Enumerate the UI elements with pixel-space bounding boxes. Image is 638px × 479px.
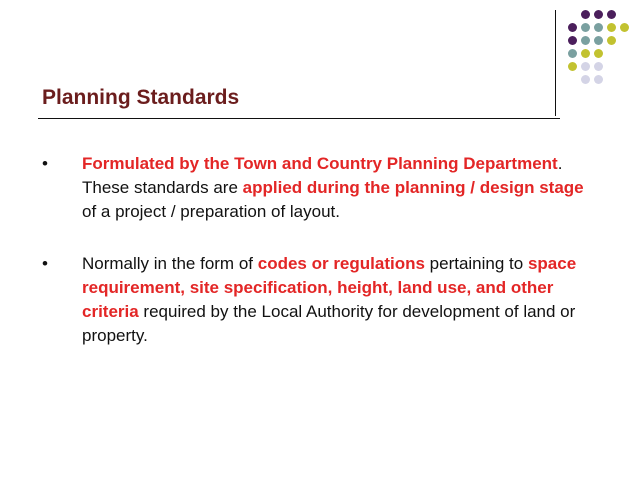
decorative-dot bbox=[594, 23, 603, 32]
bullet-text: pertaining to bbox=[424, 254, 528, 273]
bullet-text: required by the Local Authority for development of land or property. bbox=[82, 302, 576, 345]
bullet-text-highlight: space requirement, site specification, height, land use, and other criteria bbox=[82, 254, 577, 321]
decorative-dot bbox=[594, 10, 603, 19]
decorative-dot bbox=[620, 23, 629, 32]
decorative-dot bbox=[594, 36, 603, 45]
decorative-dot bbox=[607, 10, 616, 19]
decorative-dot bbox=[594, 75, 603, 84]
decorative-dot bbox=[581, 49, 590, 58]
bullet-text-highlight: applied during the planning / design stage bbox=[242, 178, 584, 197]
bullet-list bbox=[42, 152, 602, 348]
decorative-dot-grid bbox=[568, 10, 628, 110]
vertical-divider bbox=[555, 10, 556, 116]
slide-title: Planning Standards bbox=[42, 86, 240, 109]
decorative-dot bbox=[607, 36, 616, 45]
bullet-icon: • bbox=[42, 254, 48, 273]
decorative-dot bbox=[581, 10, 590, 19]
decorative-dot bbox=[568, 36, 577, 45]
decorative-dot bbox=[581, 23, 590, 32]
bullet-text: of a project / preparation of layout. bbox=[82, 202, 340, 221]
decorative-dot bbox=[581, 36, 590, 45]
bullet-text: Normally in the form of bbox=[82, 254, 258, 273]
bullet-item bbox=[42, 152, 602, 224]
bullet-text: . These standards are bbox=[82, 154, 563, 197]
bullet-icon: • bbox=[42, 154, 48, 173]
decorative-dot bbox=[607, 23, 616, 32]
bullet-text-highlight: codes or regulations bbox=[257, 254, 425, 273]
bullet-text-highlight: Formulated by the Town and Country Planning Department bbox=[82, 154, 558, 173]
decorative-dot bbox=[594, 49, 603, 58]
decorative-dot bbox=[568, 23, 577, 32]
decorative-dot bbox=[581, 62, 590, 71]
decorative-dot bbox=[568, 49, 577, 58]
bullet-item bbox=[42, 252, 602, 348]
decorative-dot bbox=[594, 62, 603, 71]
decorative-dot bbox=[568, 62, 577, 71]
title-underline bbox=[38, 118, 560, 119]
decorative-dot bbox=[581, 75, 590, 84]
